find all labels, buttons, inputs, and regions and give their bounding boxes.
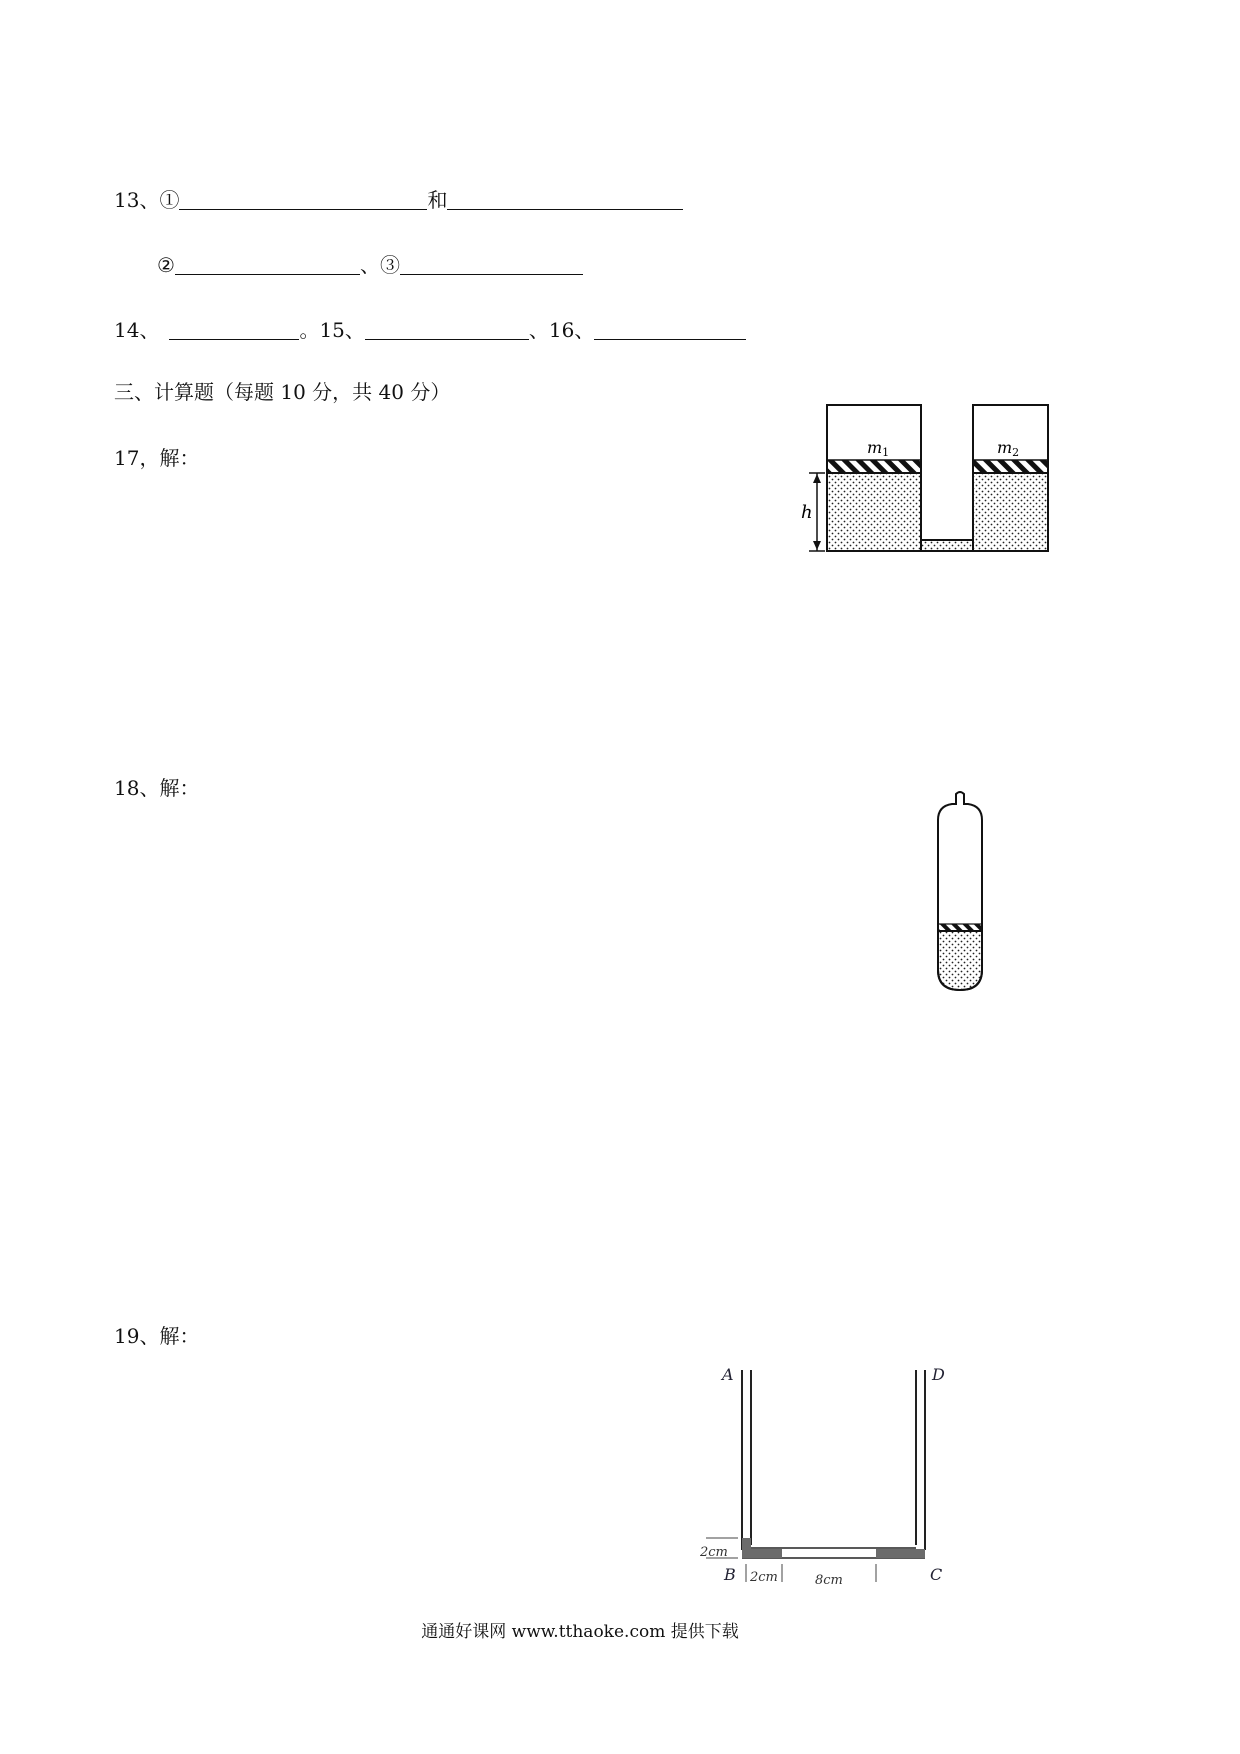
q17-piston-left xyxy=(827,460,921,473)
q13-mark-1: ① xyxy=(159,188,180,212)
q17-piston-right xyxy=(973,460,1048,473)
q13-line-2 xyxy=(157,253,583,277)
q19-u-tube-figure xyxy=(700,1360,960,1610)
q18-liquid xyxy=(938,931,982,990)
q13-separator: 、 xyxy=(359,253,380,277)
q13-mark-2: ② xyxy=(157,253,175,277)
q19-label: 19、解： xyxy=(114,1324,200,1348)
q17-piston-container-figure xyxy=(795,400,1060,560)
q19-mercury-left-bottom xyxy=(742,1549,782,1558)
q16-prefix: 、16、 xyxy=(528,318,595,342)
q17-liquid-right xyxy=(973,473,1048,551)
q17-connecting-tube xyxy=(921,540,973,551)
q17-label: 17，解： xyxy=(114,446,200,470)
q17-m1-label: m1 xyxy=(867,438,890,459)
q15-prefix: 。15、 xyxy=(299,318,365,342)
footer-credit: 通通好课网 www.tthaoke.com 提供下载 xyxy=(421,1622,739,1642)
q14-number: 14、 xyxy=(114,318,160,342)
q17-h-label: h xyxy=(801,502,813,523)
q19-dim-bottom-mid: 8cm xyxy=(815,1573,843,1588)
q19-label-B: B xyxy=(724,1565,736,1584)
q13-line-1 xyxy=(114,188,683,212)
section-3-heading: 三、计算题（每题 10 分，共 40 分） xyxy=(114,380,451,404)
q13-blank-1[interactable] xyxy=(179,189,427,210)
q17-liquid-left xyxy=(827,473,921,551)
q14-16-line xyxy=(114,318,746,342)
q13-blank-3[interactable] xyxy=(175,254,360,275)
q18-test-tube-figure xyxy=(930,790,990,1000)
q13-number: 13、 xyxy=(114,188,160,212)
q19-dim-vertical: 2cm xyxy=(700,1545,728,1560)
q14-blank[interactable] xyxy=(169,319,299,340)
q18-label: 18、解： xyxy=(114,776,200,800)
q15-blank[interactable] xyxy=(365,319,529,340)
q18-piston xyxy=(938,924,982,931)
q19-label-C: C xyxy=(930,1565,943,1584)
q19-label-A: A xyxy=(722,1365,734,1384)
q17-m2-label: m2 xyxy=(997,438,1020,459)
q19-mercury-right-bottom xyxy=(876,1549,925,1558)
q16-blank[interactable] xyxy=(594,319,746,340)
q19-dim-bottom-left: 2cm xyxy=(750,1570,778,1585)
q13-connector: 和 xyxy=(427,188,448,212)
q13-mark-3: ③ xyxy=(379,253,400,277)
q19-label-D: D xyxy=(932,1365,945,1384)
q13-blank-2[interactable] xyxy=(447,189,683,210)
q13-blank-4[interactable] xyxy=(400,254,583,275)
